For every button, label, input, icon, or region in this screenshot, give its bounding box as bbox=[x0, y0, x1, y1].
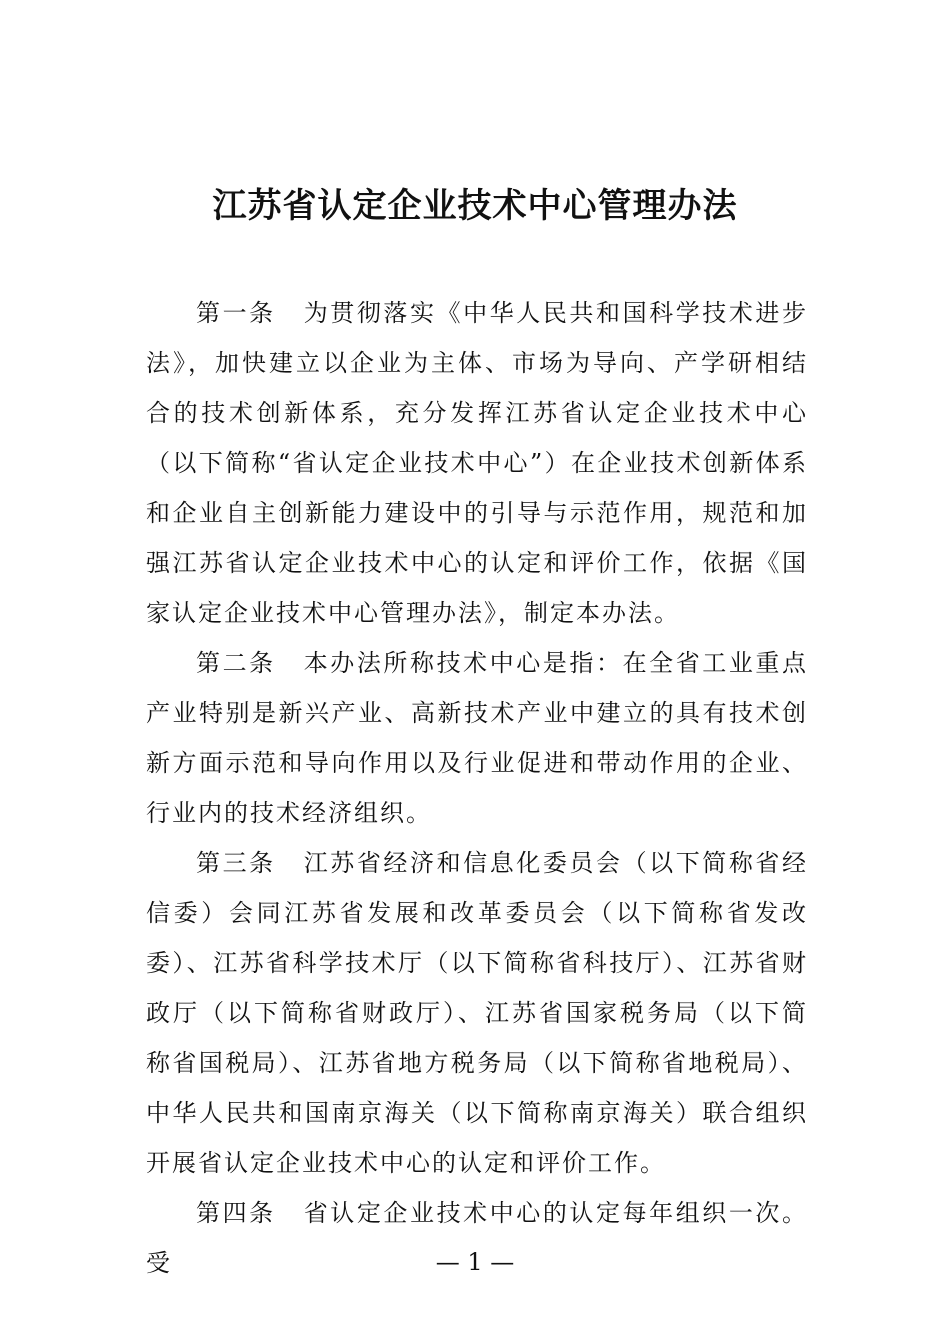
article-3 bbox=[146, 838, 808, 1188]
document-body bbox=[146, 288, 808, 1288]
page-number: — 1 — bbox=[435, 1248, 515, 1276]
article-number: 第二条 bbox=[196, 649, 276, 677]
article-1 bbox=[146, 288, 808, 638]
article-number: 第三条 bbox=[196, 849, 276, 877]
article-2 bbox=[146, 638, 808, 838]
article-number: 第一条 bbox=[196, 299, 276, 327]
document-title: 江苏省认定企业技术中心管理办法 bbox=[212, 186, 738, 226]
article-text: 本办法所称技术中心是指：在全省工业重点产业特别是新兴产业、高新技术产业中建立的具有技术创新方面示范和导向作用以及行业促进和带动作用的企业、行业内的技术经济组织。 bbox=[146, 649, 809, 827]
article-text: 江苏省经济和信息化委员会（以下简称省经信委）会同江苏省发展和改革委员会（以下简称省发改委）、江苏省科学技术厅（以下简称省科技厅）、江苏省财政厅（以下简称省财政厅）、江苏省国家税务局（以下简称省国税局）、江苏省地方税务局（以下简称省地税局）、中华人民共和国南京海关（以下简称南京海关）联合组织开展省认定企业技术中心的认定和评价工作。 bbox=[146, 849, 809, 1177]
article-number: 第四条 bbox=[196, 1199, 276, 1227]
article-text: 省认定企业技术中心的认定每年组织一次。受 bbox=[146, 1199, 809, 1277]
article-text: 为贯彻落实《中华人民共和国科学技术进步法》，加快建立以企业为主体、市场为导向、产学研相结合的技术创新体系，充分发挥江苏省认定企业技术中心（以下简称“省认定企业技术中心”）在企业技术创新体系和企业自主创新能力建设中的引导与示范作用，规范和加强江苏省认定企业技术中心的认定和评价工作，依据《国家认定企业技术中心管理办法》，制定本办法。 bbox=[146, 299, 809, 627]
